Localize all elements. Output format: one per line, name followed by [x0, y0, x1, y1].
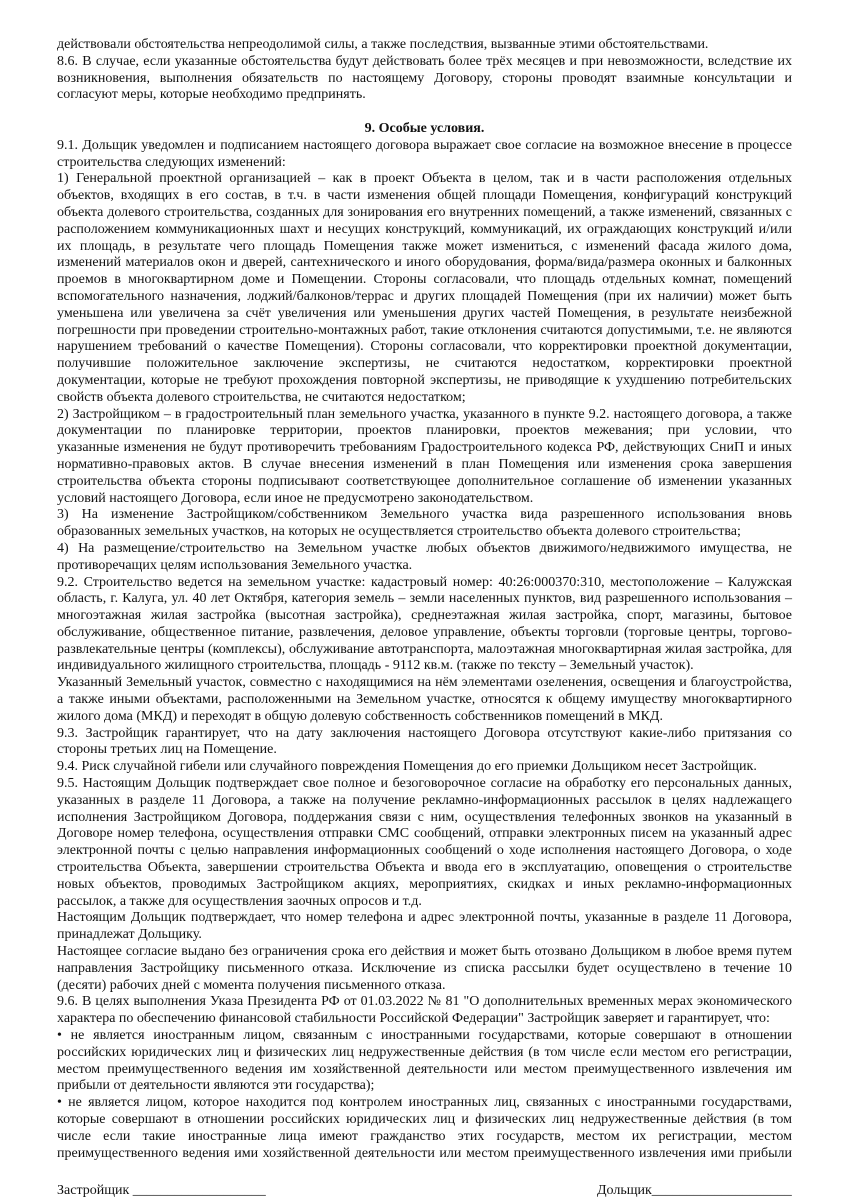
text-line: согласуют меры, которые необходимо предпринять.	[57, 87, 366, 103]
text-line: документации, которые не требуют прохождения повторной экспертизы, не приводящие к ухудшению потребительских	[57, 372, 792, 388]
text-line: принадлежат Дольщику.	[57, 927, 202, 943]
text-line: 9.3. Застройщик гарантирует, что на дату заключения настоящего Договора отсутствуют какие-либо притязания со	[57, 725, 792, 741]
text-line: нарушением требований о качестве Помещения). Стороны согласовали, что корректировки проектной документации,	[57, 339, 792, 355]
paragraph	[57, 541, 792, 575]
text-line: а также иными объектами, расположенными на Земельном участке, относятся к общему имуществу многоквартирного	[57, 692, 792, 708]
text-line: образованных земельных участков, на которых не осуществляется строительство объекта долевого строительства;	[57, 524, 741, 540]
text-line: условий настоящего Договора, если иное не предусмотрено законодательством.	[57, 490, 534, 506]
text-line: рассылок, а также для осуществления заочных опросов и т.д.	[57, 893, 422, 909]
text-line: электронной почты с целью направления информационных сообщений о ходе исполнения настоящего Договора, о ходе	[57, 843, 792, 859]
text-line: Настоящее согласие выдано без ограничения срока его действия и может быть отозвано Дольщиком в любое время путем	[57, 944, 792, 960]
text-line: действовали обстоятельства непреодолимой силы, а также последствия, вызванные этими обстоятельствами.	[57, 37, 709, 52]
text-line: характера по обеспечению финансовой стабильности Российской Федерации" Застройщик заверяет и гарантирует, что:	[57, 1011, 770, 1027]
text-line: Договоре номер телефона, осуществления отправки СМС сообщений, отправки электронных писем на указанный адрес	[57, 826, 792, 842]
paragraph	[57, 726, 792, 760]
text-line: изменений материалов окон и дверей, сантехнического и иного оборудования, форма/вида/размера оконных и балконных	[57, 255, 792, 271]
text-line: 2) Застройщиком – в градостроительный план земельного участка, указанного в пункте 9.2. настоящего договора, а также	[57, 406, 792, 422]
text-line: объекта долевого строительства, созданных для зонирования его внутренних помещений, а также изменений, связанных с	[57, 204, 792, 220]
paragraph	[57, 575, 792, 676]
text-line: 9.6. В целях выполнения Указа Президента РФ от 01.03.2022 № 81 "О дополнительных временных мерах экономического	[57, 994, 792, 1010]
text-line: прибыли от деятельности являются эти государства);	[57, 1078, 375, 1094]
text-line: их площадь, в результате чего площадь Помещения также может измениться, с изменений фасада жилого дома,	[57, 238, 792, 254]
text-line: 9.5. Настоящим Дольщик подтверждает свое полное и безоговорочное согласие на обработку его персональных данных,	[57, 776, 792, 792]
text-line: противоречащих целям использования Земельного участка.	[57, 557, 413, 573]
text-line: проемов в многоквартирном доме и Помещении. Стороны согласовали, что площадь отдельных комнат, помещений	[57, 272, 792, 288]
text-line: (десяти) рабочих дней с момента получения письменного отказа.	[57, 977, 446, 993]
text-line: преимущественного ведения ими хозяйственной деятельности или местом преимущественного извлечения ими прибыли	[57, 1145, 792, 1161]
text-line: нормативно-правовых актов. В случае внесения изменений в план Помещения или изменения срока завершения	[57, 456, 792, 472]
text-line: документации по планировке территории, проектов планировки, проектов межевания; при условии, что	[57, 423, 792, 439]
text-line: 9.4. Риск случайной гибели или случайного повреждения Помещения до его приемки Дольщиком несет Застройщик.	[57, 759, 757, 775]
text-line: Настоящим Дольщик подтверждает, что номер телефона и адрес электронной почты, указанные в разделе 11 Договора,	[57, 910, 792, 926]
blank-line	[57, 104, 792, 121]
paragraph	[57, 675, 792, 725]
text-line: строительства Объекта, завершении строительства Объекта и ввода его в эксплуатацию, оповещения о строительстве	[57, 860, 792, 876]
text-line: 9.2. Строительство ведется на земельном участке: кадастровый номер: 40:26:000370:310, местоположение – Калужская	[57, 574, 792, 590]
text-line: объектов, входящих в его состав, в т.ч. в части изменения общей площади Помещения, конфигураций конструкций	[57, 188, 792, 204]
text-line: числе если такие иностранные лица имеют гражданство этих государств, местом их регистрации, местом	[57, 1128, 792, 1144]
text-line: развлекательные центры (комплексы), обслуживание автотранспорта, малоэтажная многоквартирная жилая застройка, для	[57, 641, 792, 657]
text-line: многоэтажная жилая застройка (высотная застройка), среднеэтажная жилая застройка, спорт, магазины, бытовое	[57, 608, 792, 624]
text-line: направления Застройщику письменного отказа. Исключение из списка рассылки будет осуществлено в течение 10	[57, 960, 792, 976]
text-line: строительства следующих изменений:	[57, 154, 286, 170]
paragraph	[57, 776, 792, 910]
developer-signature-line: Застройщик ___________________	[57, 1183, 266, 1198]
paragraph	[57, 1095, 792, 1162]
text-line: • не является иностранным лицом, связанным с иностранными государствами, которые совершают в отношении	[57, 1028, 792, 1044]
text-line: погрешности при проведении строительно-монтажных работ, такие отклонения считаются допустимыми, т.е. не являются	[57, 322, 792, 338]
paragraph	[57, 994, 792, 1028]
text-line: местом преимущественного ведения им хозяйственной деятельности или местом преимущественного извлечения им	[57, 1061, 792, 1077]
text-line: • не является лицом, которое находится под контролем иностранных лиц, связанных с иностранными государствами,	[57, 1095, 792, 1111]
paragraph	[57, 910, 792, 944]
text-line: 3) На изменение Застройщиком/собственником Земельного участка вида разрешенного использования вновь	[57, 507, 792, 523]
paragraph	[57, 507, 792, 541]
text-line: расположением коммуникационных шахт и несущих конструкций, коммуникаций, их ограждающих конструкций и/или	[57, 221, 792, 237]
text-line: 4) На размещение/строительство на Земельном участке любых объектов движимого/недвижимого имущества, не	[57, 540, 792, 556]
text-line: обслуживание, общественное питание, развлечения, деловое управление, объекты торговли (торговые центры, торгово-	[57, 624, 792, 640]
paragraph	[57, 407, 792, 508]
section-heading: 9. Особые условия.	[364, 120, 485, 136]
text-line: Указанный Земельный участок, совместно с находящимися на нём элементами озеленения, освещения и благоустройства,	[57, 675, 792, 691]
text-line: уменьшена или увеличена за счёт увеличения или уменьшения других частей Помещения, в результате неизбежной	[57, 305, 792, 321]
paragraph	[57, 54, 792, 104]
text-line: указанных в разделе 11 Договора, а также на получение рекламно-информационных рассылок в целях надлежащего	[57, 792, 792, 808]
text-line: российских юридических лиц и физических лиц недружественные действия (в том числе если местом его регистрации,	[57, 1044, 792, 1060]
text-line: получившие положительное заключение экспертизы, не считаются недостатком, корректировки проектной	[57, 356, 792, 372]
text-line: 1) Генеральной проектной организацией – как в проект Объекта в целом, так и в части расположения отдельных	[57, 171, 792, 187]
paragraph	[57, 138, 792, 172]
text-line: свойств объекта долевого строительства, не считаются недостатком;	[57, 389, 466, 405]
text-line: стороны третьих лиц на Помещение.	[57, 742, 277, 758]
text-line: строительства объекта стороны подписывают соответствующее дополнительное соглашение об изменении указанных	[57, 473, 792, 489]
text-line: 8.6. В случае, если указанные обстоятельства будут действовать более трёх месяцев и при невозможности, вследствие их	[57, 53, 792, 69]
paragraph	[57, 759, 792, 776]
text-line: исполнения Застройщиком Договора, поддержания связи с ним, осуществления телефонных звонков на указанный в	[57, 809, 792, 825]
text-line: 9.1. Дольщик уведомлен и подписанием настоящего договора выражает свое согласие на возможное внесение в процессе	[57, 137, 792, 153]
paragraph	[57, 1028, 792, 1095]
paragraph	[57, 944, 792, 994]
document-body	[57, 37, 792, 1162]
text-line: область, г. Калуга, ул. 40 лет Октября, категория земель – земли населенных пунктов, вид разрешенного использования –	[57, 591, 792, 607]
text-line: новых объектов, проводимых Застройщиком акциях, мероприятиях, скидках и иных рекламно-информационных	[57, 876, 792, 892]
text-line: возникновения, выполнения обязательств по настоящему Договору, стороны проводят взаимные консультации и	[57, 70, 792, 86]
shareholder-signature-line: Дольщик____________________	[597, 1183, 792, 1198]
text-line: индивидуального жилищного строительства, площадь - 9112 кв.м. (также по тексту – Земельный участок).	[57, 658, 694, 674]
paragraph	[57, 37, 792, 54]
text-line: которые совершают в отношении российских юридических лиц и физических лиц недружественные действия (в том	[57, 1112, 792, 1127]
paragraph	[57, 171, 792, 406]
text-line: жилого дома (МКД) и переходят в общую долевую собственность собственников помещений в МКД.	[57, 708, 663, 724]
text-line: указанные изменения не будут противоречить требованиям Градостроительного кодекса РФ, действующих СниП и иных	[57, 440, 792, 456]
text-line: вспомогательного назначения, лоджий/балконов/террас и других площадей Помещения (при их наличии) может быть	[57, 288, 792, 304]
